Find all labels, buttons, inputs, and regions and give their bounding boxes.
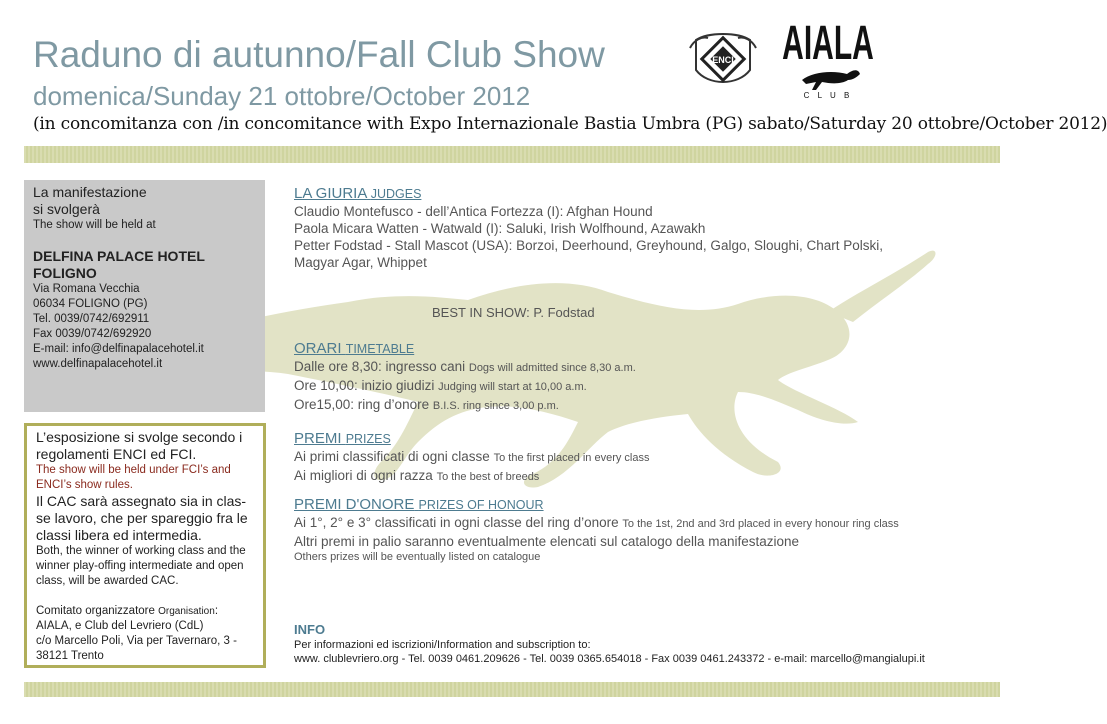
honour-line1-en: To the 1st, 2nd and 3rd placed in every honour ring class xyxy=(622,518,899,530)
aiala-logo xyxy=(782,17,874,100)
page-subtitle: domenica/Sunday 21 ottobre/October 2012 xyxy=(33,81,531,111)
judges-heading-en: JUDGES xyxy=(370,187,422,201)
judge-line1: Claudio Montefusco - dell’Antica Fortezza (I): Afghan Hound xyxy=(294,204,653,219)
honour-heading-en: PRIZES OF HONOUR xyxy=(418,498,544,512)
enci-logo-text: ENCI xyxy=(712,55,734,65)
venue-address: Via Romana Vecchia xyxy=(33,283,140,295)
aiala-logo-text: AIALA xyxy=(782,17,874,70)
info-section xyxy=(294,638,925,666)
prizes-section xyxy=(294,430,650,486)
timetable-heading-en: TIMETABLE xyxy=(345,342,415,356)
org-label-it: Comitato organizzatore xyxy=(36,605,155,617)
venue-email[interactable]: E-mail: info@delfinapalacehotel.it xyxy=(33,343,204,355)
honour-line1-it: Ai 1°, 2° e 3° classificati in ogni classe del ring d’onore xyxy=(294,515,619,530)
timetable-row-it: Ore 10,00: inizio giudizi xyxy=(294,378,435,393)
best-in-show: BEST IN SHOW: P. Fodstad xyxy=(432,305,595,320)
info-line1-it: Per informazioni ed iscrizioni xyxy=(294,639,434,651)
timetable-row-it: Ore15,00: ring d’onore xyxy=(294,397,430,412)
prize-row xyxy=(294,467,650,486)
timetable-row-en: B.I.S. ring since 3,00 p.m. xyxy=(432,400,559,412)
honour-line2: Altri premi in palio saranno eventualmente elencati sul catalogo della manifestazione xyxy=(294,534,800,549)
venue-city: 06034 FOLIGNO (PG) xyxy=(33,298,148,310)
prizes-heading-en: PRIZES xyxy=(345,432,391,446)
info-heading: INFO xyxy=(294,622,326,637)
info-contacts[interactable]: www. clublevriero.org - Tel. 0039 0461.209626 - Tel. 0039 0365.654018 - Fax 0039 0461.243372 - e-mail: marcello@mangialupi.it xyxy=(294,653,925,665)
info-line1-en: /Information and subscription to: xyxy=(434,639,591,651)
rules-p2-en: Both, the winner of working class and the winner play-offing intermediate and open class, will be awarded CAC. xyxy=(36,545,246,587)
timetable-heading xyxy=(294,340,636,358)
judges-section xyxy=(294,185,883,271)
judge-line4: Magyar Agar, Whippet xyxy=(294,255,427,270)
prizes-heading-it: PREMI xyxy=(294,430,342,447)
info-line1 xyxy=(294,638,925,652)
rules-box xyxy=(24,423,266,668)
honour-heading-it: PREMI D'ONORE xyxy=(294,496,415,513)
rules-p1: L’esposizione si svolge secondo i regolamenti ENCI ed FCI. xyxy=(36,429,243,462)
timetable-row-en: Judging will start at 10,00 a.m. xyxy=(438,381,587,393)
page-title: Raduno di autunno/Fall Club Show xyxy=(33,34,605,75)
org-line2: c/o Marcello Poli, Via per Tavernaro, 3 - xyxy=(36,635,237,647)
timetable-row xyxy=(294,358,636,377)
honour-line1 xyxy=(294,514,899,533)
rules-p2: Il CAC sarà assegnato sia in clas-se lavoro, che per spareggio fra le classi libera ed intermedia. xyxy=(36,493,248,543)
rules-p1-en: The show will be held under FCI’s and ENCI’s show rules. xyxy=(36,464,231,491)
prize-row-en: To the best of breeds xyxy=(436,471,540,483)
prizes-heading xyxy=(294,430,650,448)
honour-heading xyxy=(294,496,899,514)
prize-row xyxy=(294,448,650,467)
timetable-row xyxy=(294,377,636,396)
venue-line2: si svolgerà xyxy=(33,201,100,217)
timetable-row xyxy=(294,396,636,415)
venue-tel: Tel. 0039/0742/692911 xyxy=(33,313,150,325)
tagline: (in concomitanza con /in concomitance with Expo Internazionale Bastia Umbra (PG) sabato/Saturday 20 ottobre/October 2012) xyxy=(33,114,1107,134)
org-line1: AIALA, e Club del Levriero (CdL) xyxy=(36,620,204,632)
prize-row-en: To the first placed in every class xyxy=(493,452,650,464)
timetable-row-it: Dalle ore 8,30: ingresso cani xyxy=(294,359,466,374)
judge-line2: Paola Micara Watten - Watwald (I): Saluki, Irish Wolfhound, Azawakh xyxy=(294,221,706,236)
venue-box xyxy=(24,180,265,412)
judge-line3: Petter Fodstad - Stall Mascot (USA): Borzoi, Deerhound, Greyhound, Galgo, Sloughi, Chart Polski, xyxy=(294,238,884,253)
top-band xyxy=(24,146,1000,163)
prize-row-it: Ai primi classificati di ogni classe xyxy=(294,449,490,464)
bottom-band xyxy=(24,682,1000,697)
org-line3: 38121 Trento xyxy=(36,650,104,662)
org-label-en: Organisation xyxy=(158,606,215,617)
venue-line1: La manifestazione xyxy=(33,184,147,200)
hotel-city: FOLIGNO xyxy=(33,265,97,281)
timetable-heading-it: ORARI xyxy=(294,340,342,357)
organisation-label: Comitato organizzatore Organisation: xyxy=(36,605,219,617)
enci-logo xyxy=(688,30,758,92)
judges-heading xyxy=(294,185,883,203)
venue-fax: Fax 0039/0742/692920 xyxy=(33,328,152,340)
timetable-row-en: Dogs will admitted since 8,30 a.m. xyxy=(468,362,636,374)
prize-row-it: Ai migliori di ogni razza xyxy=(294,468,433,483)
hotel-name: DELFINA PALACE HOTEL xyxy=(33,248,205,264)
honour-section xyxy=(294,496,899,565)
judges-heading-it: LA GIURIA xyxy=(294,185,367,202)
venue-web[interactable]: www.delfinapalacehotel.it xyxy=(33,358,163,370)
honour-line3: Others prizes will be eventually listed on catalogue xyxy=(294,551,541,563)
aiala-club-text: C L U B xyxy=(803,91,853,100)
venue-line3: The show will be held at xyxy=(33,219,156,231)
timetable-section xyxy=(294,340,636,415)
